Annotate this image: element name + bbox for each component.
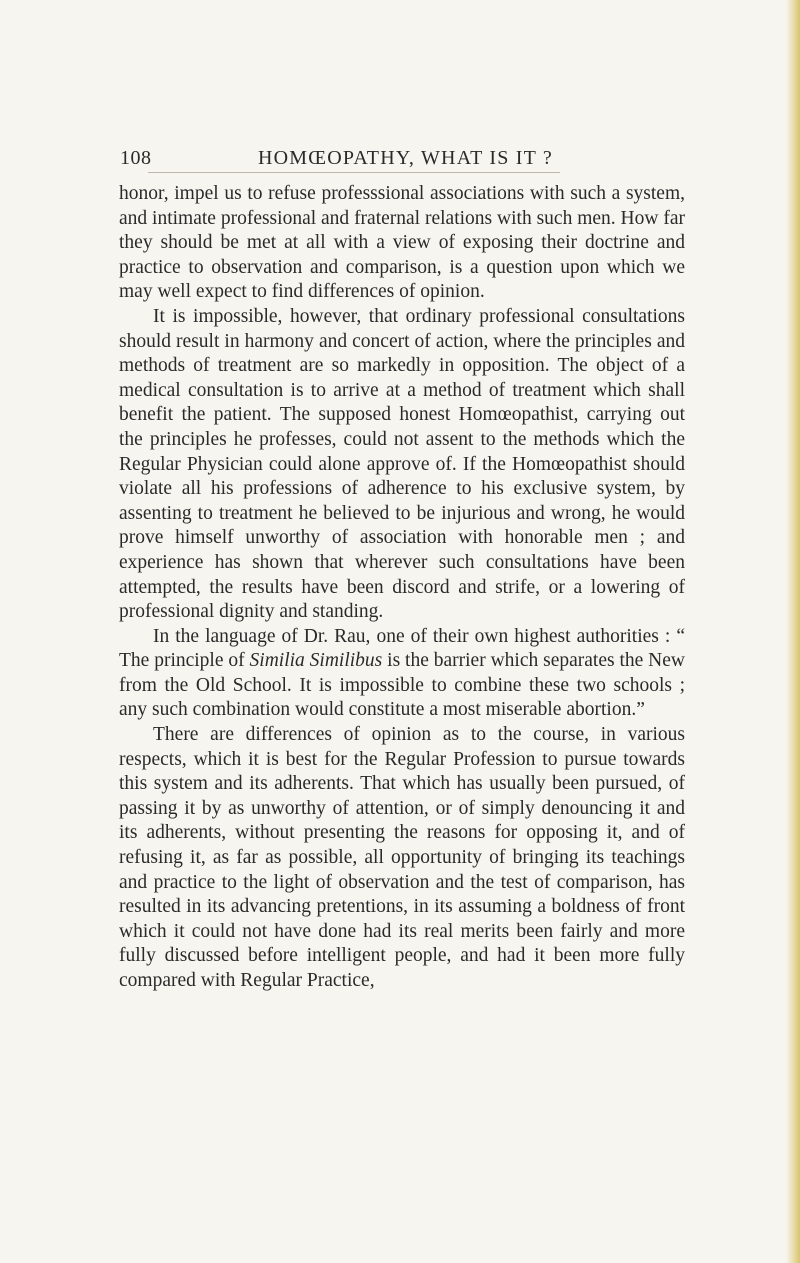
paragraph-3-text-before: In the language of Dr. Rau, one of their own highest authorities : “ The principle of — [119, 625, 685, 672]
page-number: 108 — [120, 147, 152, 169]
body-text — [119, 182, 685, 994]
page-edge-shadow — [786, 0, 800, 1263]
paragraph-3-text-after: is the barrier which separates the New from the Old School. It is impossible to combine these two schools ; any such combination would constitute a most miserable abortion.” — [119, 650, 685, 721]
paragraph-1: honor, impel us to refuse professsional associations with such a system, and intimate professional and fraternal relations with such men. How far they should be met at all with a view of exposing their doctrine and practice to observation and comparison, is a question upon which we may well expect to find differences of opinion. — [119, 183, 685, 303]
latin-phrase: Similia Similibus — [249, 650, 383, 672]
paragraph-2: It is impossible, however, that ordinary professional consultations should result in harmony and concert of action, where the principles and methods of treatment are so markedly in opposition. The object of a medical consultation is to arrive at a method of treatment which shall benefit the patient. The supposed honest Homœopathist, carrying out the principles he professes, could not assent to the methods which the Regular Physician could alone approve of. If the Homœopathist should violate all his professions of adherence to his exclusive system, by assenting to treatment he believed to be injurious and wrong, he would prove himself unworthy of association with honorable men ; and experience has shown that wherever such consultations have been attempted, the results have been discord and strife, or a lowering of professional dignity and standing. — [119, 305, 685, 623]
running-title: HOMŒOPATHY, WHAT IS IT ? — [258, 147, 553, 169]
header-rule — [148, 172, 560, 173]
paragraph-3 — [119, 625, 685, 723]
running-head — [120, 145, 680, 171]
paragraph-4: There are differences of opinion as to the course, in various respects, which it is best for the Regular Profession to pursue towards this system and its adherents. That which has usually been pursued, of passing it by as unworthy of attention, or of simply denouncing it and its adherents, without presenting the reasons for opposing it, and of refusing it, as far as possible, all opportunity of bringing its teachings and practice to the light of observation and the test of comparison, has resulted in its advancing pretentions, in its assuming a boldness of front which it could not have done had its real merits been fairly and more fully discussed before intelligent people, and had it been more fully compared with Regular Practice, — [119, 724, 685, 991]
